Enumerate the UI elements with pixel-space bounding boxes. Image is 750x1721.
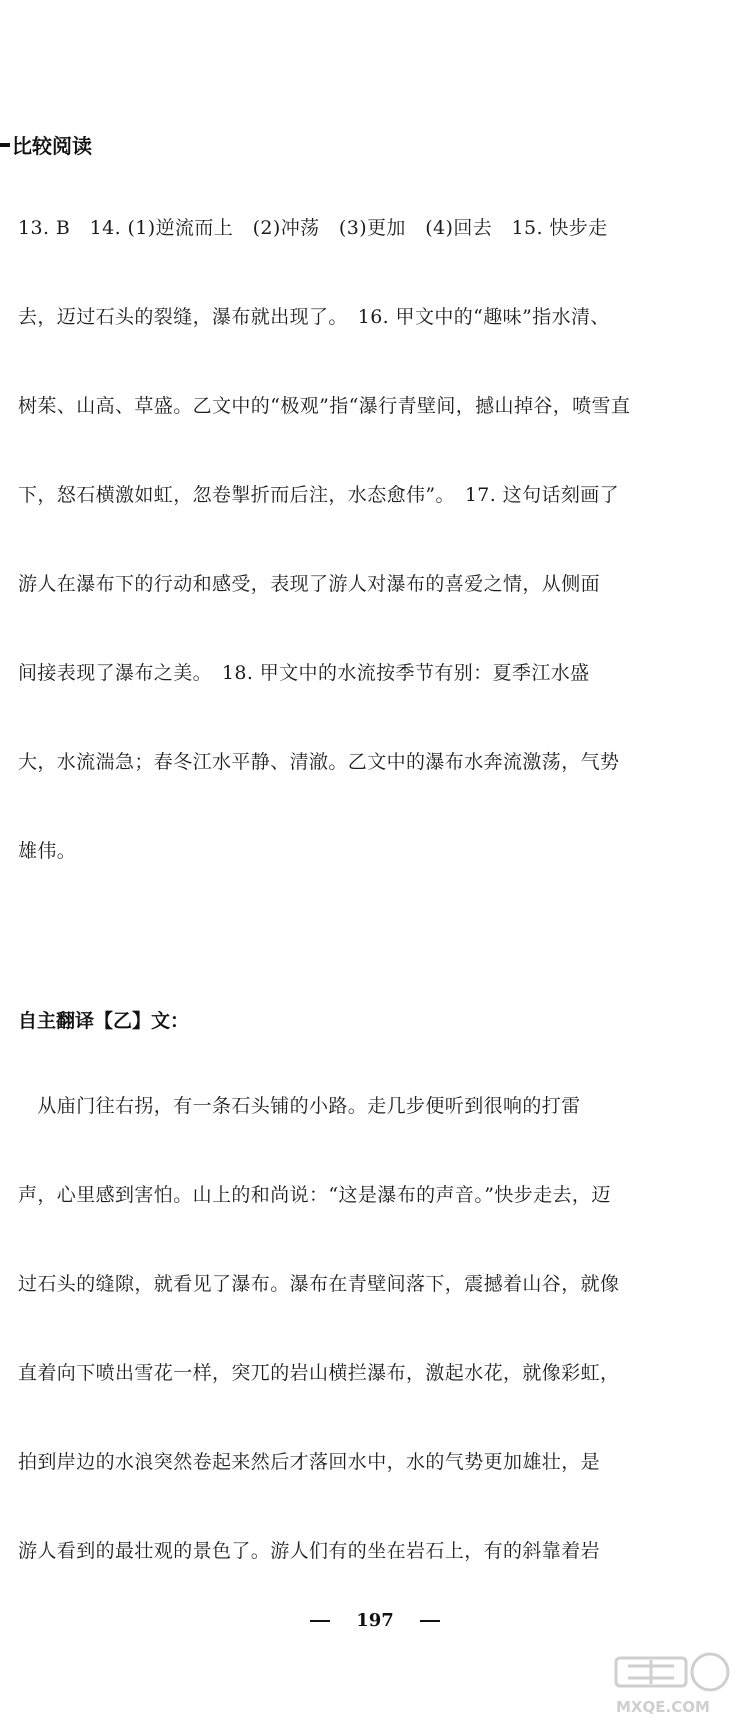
answer-line-4: 下，怒石横激如虹，忽卷掣折而后注，水态愈伟”。 17. 这句话刻画了	[18, 484, 620, 506]
answer-line-3: 树茱、山高、草盛。乙文中的“极观”指“瀑行青壁间，撼山掉谷，喷雪直	[18, 395, 631, 417]
answer-line-8: 雄伟。	[18, 840, 77, 862]
translation-line-5: 拍到岸边的水浪突然卷起来然后才落回水中，水的气势更加雄壮，是	[18, 1451, 601, 1473]
section-title-text: 比较阅读	[12, 134, 92, 158]
svg-text:MXQE.COM: MXQE.COM	[616, 1698, 710, 1716]
page-number-dash-right	[420, 1620, 440, 1622]
translation-line-4: 直着向下喷出雪花一样，突兀的岩山横拦瀑布，激起水花，就像彩虹，	[18, 1362, 620, 1384]
translation-line-2: 声，心里感到害怕。山上的和尚说：“这是瀑布的声音。”快步走去，迈	[18, 1184, 611, 1206]
translation-line-3: 过石头的缝隙，就看见了瀑布。瀑布在青壁间落下，震撼着山谷，就像	[18, 1273, 620, 1295]
translation-line-1: 从庙门往右拐，有一条石头铺的小路。走几步便听到很响的打雷	[18, 1095, 581, 1117]
answer-line-6: 间接表现了瀑布之美。 18. 甲文中的水流按季节有别：夏季江水盛	[18, 662, 590, 684]
translation-heading: 自主翻译【乙】文：	[18, 1010, 190, 1032]
section-title	[0, 130, 92, 159]
answer-line-7: 大，水流湍急；春冬江水平静、清澈。乙文中的瀑布水奔流激荡，气势	[18, 751, 620, 773]
answer-line-2: 去，迈过石头的裂缝，瀑布就出现了。 16. 甲文中的“趣味”指水清、	[18, 306, 610, 328]
watermark-logo-icon	[610, 1648, 740, 1718]
answer-line-5: 游人在瀑布下的行动和感受，表现了游人对瀑布的喜爱之情，从侧面	[18, 573, 601, 595]
translation-line-6: 游人看到的最壮观的景色了。游人们有的坐在岩石上，有的斜靠着岩	[18, 1540, 601, 1562]
page-number-dash-left	[310, 1620, 330, 1622]
answer-line-1: 13. B 14. (1)逆流而上 (2)冲荡 (3)更加 (4)回去 15. 快步走	[18, 217, 608, 239]
page-number	[0, 1610, 750, 1631]
title-bar-mark	[0, 143, 10, 147]
page-number-text: 197	[356, 1610, 394, 1631]
